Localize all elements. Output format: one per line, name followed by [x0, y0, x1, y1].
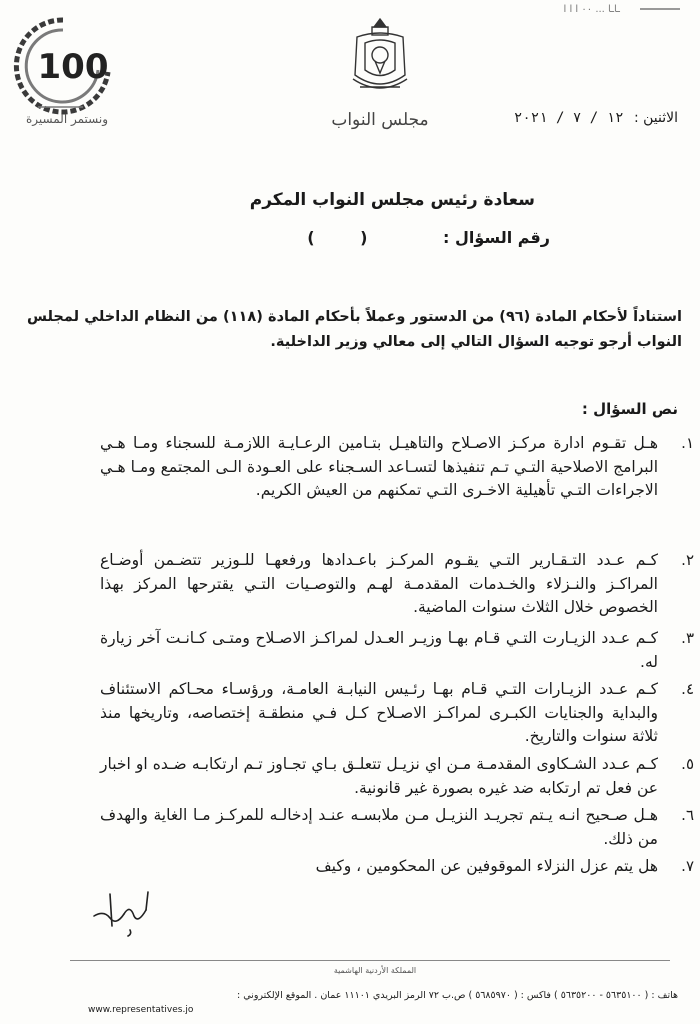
top-stray-line — [640, 8, 680, 10]
logo-tagline: ونستمر المسيرة — [26, 112, 108, 126]
question-text: هـل صـحيح انـه يـتم تجريـد النزيـل مـن ملابسـه عنـد إدخالـه للمركـز مـا الغاية والهدف من ذلك. — [100, 806, 658, 848]
intro-paragraph: استناداً لأحكام المادة (٩٦) من الدستور وعملاً بأحكام المادة (١١٨) من النظام الداخلي لمجلس النواب أرجو توجيه السؤال التالي إلى معالي وزير الداخلية. — [27, 309, 682, 350]
footer-contact: هاتف : ( ٥٦٣٥١٠٠ - ٥٦٣٥٢٠٠ ) فاكس : ( ٥٦٨٥٩٧٠ ) ص.ب ٧٢ الرمز البريدي ١١١٠١ عمان . الموقع الإلكتروني : — [237, 990, 678, 1001]
addressee: سعادة رئيس مجلس النواب المكرم — [249, 190, 535, 210]
footer-website-line — [88, 1005, 193, 1015]
logo-number: 100 — [37, 47, 109, 87]
question-title: نص السؤال : — [581, 400, 678, 418]
question-item — [100, 432, 694, 545]
question-text: كـم عـدد التـقـارير التـي يقـوم المركـز باعـدادها ورفعهـا للـوزير تتضـمن أوضـاع المراكـز والنـزلاء والخـدمات المقدمـة لهـم والتوصـيات التـي يقترحها المركز بهذا الخصوص خلال الثلاث سنوات الماضية. — [100, 551, 658, 616]
question-num: ٦. — [681, 806, 694, 824]
question-item — [100, 753, 694, 800]
question-num: ٧. — [681, 857, 694, 875]
question-item — [100, 804, 694, 851]
letter-date — [514, 110, 678, 126]
question-num: ٢. — [681, 551, 694, 569]
question-number-close: ) — [307, 228, 315, 247]
centenary-100-logo-icon — [8, 12, 118, 127]
footer-website-link[interactable]: www.representatives.jo — [88, 1005, 194, 1015]
top-stray-marks: ـاـا ... ٠٠ ا ا ا — [563, 4, 620, 15]
date-value: ١٢ / ٧ / ٢٠٢١ — [513, 110, 624, 126]
question-text: هل يتم عزل النزلاء الموقوفين عن المحكومين ، وكيف — [315, 857, 658, 875]
question-item — [100, 627, 694, 674]
questions-list — [100, 432, 694, 883]
question-num: ٤. — [681, 680, 694, 698]
question-number-open: ( — [360, 228, 368, 247]
question-item — [100, 855, 694, 879]
question-text: كـم عـدد الزيـارت التـي قـام بهـا وزيـر العـدل لمراكـز الاصـلاح ومتـى كـانـت آخر زيارة له. — [100, 629, 658, 671]
question-text: كـم عـدد الشـكاوى المقدمـة مـن اي نزيـل تتعلـق بـاي تجـاوز تـم ارتكابـه ضـده او اخبار عن فعل تم ارتكابه ضد غيره بصورة غير قانونية. — [100, 755, 658, 797]
question-num: ٣. — [681, 629, 694, 647]
institution-name: مجلس النواب — [331, 110, 429, 130]
date-label: الاثنين : — [633, 110, 678, 126]
question-num: ٥. — [681, 755, 694, 773]
question-num: ١. — [681, 434, 694, 452]
question-text: هـل تقـوم ادارة مركـز الاصـلاح والتاهيـل بتـامين الرعـايـة اللازمـة للسجناء ومـا هـي البرامج الاصلاحية التـي تـم تنفيذها لتسـاعد السـجناء على العـودة الـى المجتمع ومـا هـي الاجراءات التـي تأهيلية الاخـرى التـي تمكنهم من العيش الكريم. — [100, 434, 658, 499]
question-item — [100, 678, 694, 749]
question-item — [100, 549, 694, 623]
question-text: كـم عـدد الزيـارات التـي قـام بهـا رئـيس النيابـة العامـة، ورؤسـاء محـاكم الاستئناف والبداية والجنايات الكبـرى لمراكـز الاصـلاح كـل فـي منطقـة إختصاصه، وتاريخها منذ ثلاثة سنوات والتاريخ. — [100, 680, 658, 745]
footer-emblem-caption: المملكة الأردنية الهاشمية — [333, 966, 417, 975]
handwritten-signature-icon — [90, 880, 160, 940]
footer-divider — [70, 960, 670, 961]
question-number-label: رقم السؤال : — [443, 228, 550, 247]
coat-of-arms-icon — [345, 15, 415, 105]
question-number — [307, 228, 550, 247]
